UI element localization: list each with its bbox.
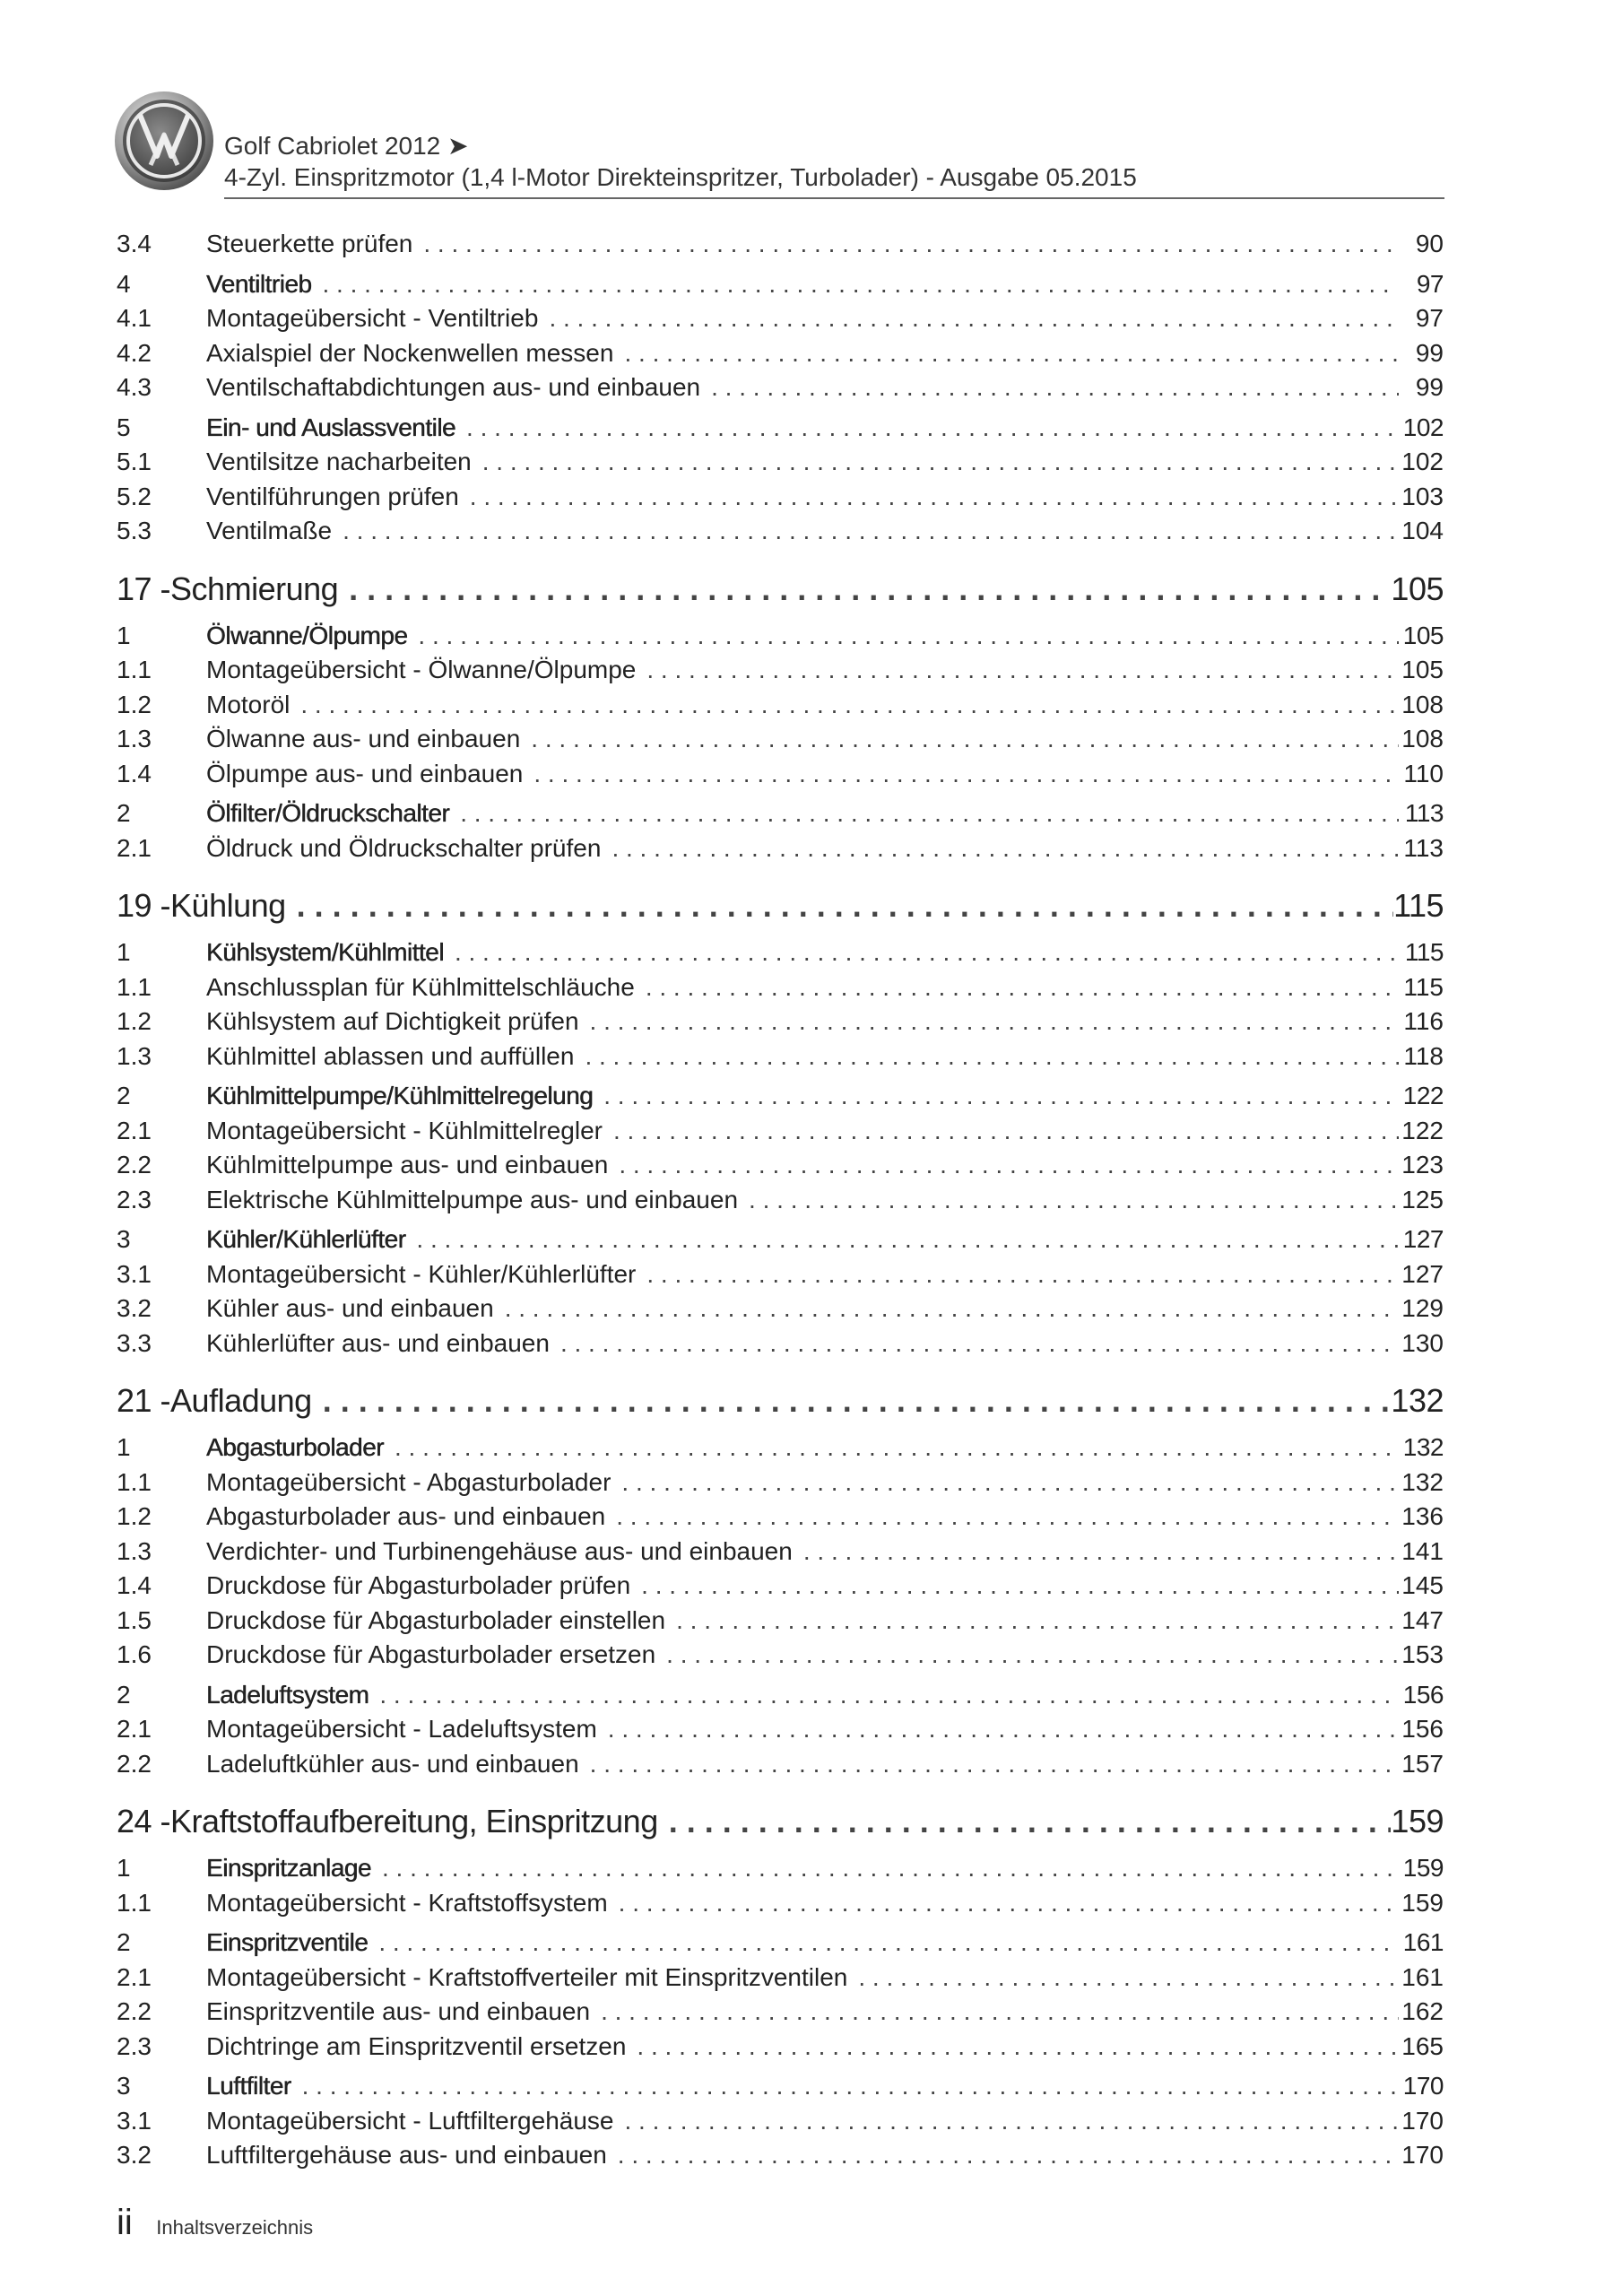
toc-entry-page: 105 (1401, 656, 1444, 683)
toc-entry-page: 170 (1401, 2106, 1444, 2135)
toc-entry-title: Abgasturbolader aus- und einbauen (206, 1502, 606, 1530)
toc-dot-leader (664, 1799, 1392, 1844)
toc-dot-leader (612, 2138, 1399, 2173)
toc-subsection-row[interactable] (117, 1257, 1444, 1292)
toc-entry-title: Einspritzanlage (206, 1854, 371, 1882)
toc-subsection-row[interactable] (117, 1604, 1444, 1639)
toc-entry-title: Montageübersicht - Abgasturbolader (206, 1467, 612, 1496)
toc-subsection-row[interactable] (117, 1183, 1444, 1218)
toc-entry-number: 1.6 (117, 1640, 152, 1668)
toc-entry-page: 156 (1402, 1680, 1444, 1709)
toc-dot-leader (337, 514, 1399, 549)
toc-entry-title: Druckdose für Abgasturbolader ersetzen (206, 1640, 656, 1668)
toc-entry-title: Ventilmaße (206, 517, 333, 544)
toc-dot-leader (611, 1500, 1399, 1535)
toc-dot-leader (389, 1431, 1399, 1465)
toc-entry-title: Ventilführungen prüfen (206, 482, 459, 510)
toc-subsection-row[interactable] (117, 2104, 1444, 2139)
toc-section-row[interactable] (117, 1222, 1444, 1257)
toc-entry-number: 1.2 (117, 1502, 152, 1530)
toc-entry-page: 116 (1403, 1007, 1444, 1035)
toc-dot-leader (585, 1004, 1399, 1039)
toc-entry-title: Axialspiel der Nockenwellen messen (206, 338, 614, 367)
toc-entry-number: 2.3 (117, 1185, 152, 1213)
toc-entry-number: 2.2 (117, 1151, 152, 1178)
toc-entry-page: 108 (1401, 690, 1444, 718)
toc-entry-title: Kühlsystem auf Dichtigkeit prüfen (206, 1007, 579, 1035)
toc-subsection-row[interactable] (117, 301, 1444, 336)
toc-dot-leader (598, 1079, 1399, 1114)
toc-entry-page: 170 (1401, 2141, 1444, 2169)
toc-entry-page: 115 (1393, 887, 1444, 924)
toc-chapter-row[interactable] (117, 1799, 1444, 1844)
toc-entry-title: Montageübersicht - Kraftstoffsystem (206, 1888, 608, 1917)
toc-entry-page: 99 (1415, 373, 1444, 401)
toc-entry-page: 110 (1403, 759, 1444, 787)
toc-entry-title: Steuerkette prüfen (206, 230, 413, 257)
toc-entry-title: Einspritzventile aus- und einbauen (206, 1997, 591, 2025)
toc-dot-leader (595, 1995, 1399, 2030)
toc-entry-title: Montageübersicht - Kühlmittelregler (206, 1116, 603, 1144)
toc-dot-leader (606, 831, 1399, 866)
toc-section-row[interactable] (117, 935, 1444, 970)
toc-entry-title: Abgasturbolader (206, 1433, 384, 1461)
toc-entry-number: 2.1 (117, 1715, 152, 1743)
toc-entry-title: Druckdose für Abgasturbolader einstellen (206, 1605, 666, 1634)
toc-section-row[interactable] (117, 1079, 1444, 1114)
toc-section-row[interactable] (117, 796, 1444, 831)
toc-dot-leader (525, 722, 1399, 757)
toc-entry-page: 118 (1403, 1041, 1444, 1070)
table-of-contents (117, 227, 1444, 2173)
toc-section-row[interactable] (117, 267, 1444, 302)
toc-entry-title: Kühler/Kühlerlüfter (206, 1225, 406, 1253)
toc-entry-page: 136 (1401, 1502, 1444, 1530)
toc-entry-number: 1.5 (117, 1605, 152, 1634)
header-divider (224, 197, 1444, 199)
toc-chapter-number: 21 - (117, 1382, 171, 1419)
toc-subsection-row[interactable] (117, 722, 1444, 757)
toc-entry-number: 1.1 (117, 972, 152, 1001)
toc-section-row[interactable] (117, 619, 1444, 654)
toc-subsection-row[interactable] (117, 1114, 1444, 1149)
toc-entry-number: 2 (117, 1680, 131, 1709)
toc-subsection-row[interactable] (117, 1886, 1444, 1921)
toc-entry-page: 90 (1415, 230, 1444, 257)
toc-entry-title: Schmierung (170, 570, 339, 607)
toc-entry-number: 3.2 (117, 2141, 152, 2169)
toc-entry-title: Kühlsystem/Kühlmittel (206, 938, 444, 966)
toc-subsection-row[interactable] (117, 653, 1444, 688)
toc-dot-leader (461, 411, 1399, 446)
toc-subsection-row[interactable] (117, 1292, 1444, 1326)
toc-entry-title: Montageübersicht - Luftfiltergehäuse (206, 2106, 614, 2135)
toc-dot-leader (555, 1326, 1399, 1361)
toc-dot-leader (613, 1886, 1399, 1921)
toc-entry-title: Ein- und Auslassventile (206, 413, 456, 441)
page-header (113, 90, 1444, 199)
toc-chapter-row[interactable] (117, 1378, 1444, 1423)
toc-entry-page: 127 (1401, 1259, 1444, 1288)
toc-entry-number: 1.1 (117, 1467, 152, 1496)
toc-entry-number: 1.3 (117, 725, 152, 752)
toc-subsection-row[interactable] (117, 1569, 1444, 1604)
toc-subsection-row[interactable] (117, 1500, 1444, 1535)
toc-entry-title: Anschlussplan für Kühlmittelschläuche (206, 972, 635, 1001)
toc-entry-title: Kraftstoffaufbereitung, Einspritzung (170, 1803, 658, 1839)
toc-entry-page: 104 (1401, 517, 1444, 544)
toc-dot-leader (631, 2030, 1399, 2065)
toc-dot-leader (343, 567, 1391, 612)
toc-chapter-number: 24 - (117, 1803, 171, 1839)
toc-dot-leader (317, 1378, 1392, 1423)
toc-entry-title: Aufladung (170, 1382, 312, 1419)
toc-entry-number: 5 (117, 413, 131, 441)
toc-entry-page: 127 (1402, 1225, 1444, 1253)
toc-section-row[interactable] (117, 411, 1444, 446)
toc-subsection-row[interactable] (117, 370, 1444, 405)
toc-entry-page: 113 (1404, 799, 1444, 827)
toc-entry-page: 115 (1404, 938, 1444, 966)
toc-entry-number: 2.1 (117, 1116, 152, 1144)
toc-entry-title: Ventilsitze nacharbeiten (206, 448, 472, 475)
toc-entry-title: Luftfilter (206, 2072, 291, 2100)
toc-entry-page: 132 (1401, 1467, 1444, 1496)
toc-subsection-row[interactable] (117, 1004, 1444, 1039)
toc-subsection-row[interactable] (117, 1961, 1444, 1996)
toc-subsection-row[interactable] (117, 2030, 1444, 2065)
toc-subsection-row[interactable] (117, 1465, 1444, 1500)
toc-dot-leader (743, 1183, 1399, 1218)
toc-entry-number: 1.4 (117, 1571, 152, 1599)
header-title-model: Golf Cabriolet 2012 ➤ (224, 132, 469, 160)
toc-dot-leader (641, 653, 1399, 688)
toc-entry-title: Verdichter- und Turbinengehäuse aus- und einbauen (206, 1536, 793, 1565)
toc-subsection-row[interactable] (117, 1039, 1444, 1074)
toc-dot-leader (661, 1638, 1399, 1673)
toc-dot-leader (528, 757, 1399, 792)
toc-subsection-row[interactable] (117, 480, 1444, 515)
toc-entry-title: Ventiltrieb (206, 269, 312, 298)
toc-dot-leader (619, 336, 1399, 371)
toc-entry-title: Kühlmittelpumpe/Kühlmittelregelung (206, 1082, 594, 1109)
toc-entry-title: Elektrische Kühlmittelpumpe aus- und einbauen (206, 1185, 739, 1213)
toc-entry-page: 153 (1401, 1640, 1444, 1668)
toc-chapter-row[interactable] (117, 883, 1444, 928)
toc-dot-leader (543, 301, 1399, 336)
toc-entry-page: 141 (1401, 1536, 1444, 1565)
toc-entry-page: 113 (1403, 833, 1444, 862)
toc-entry-title: Montageübersicht - Kraftstoffverteiler mit Einspritzventilen (206, 1962, 848, 1991)
toc-entry-title: Einspritzventile (206, 1928, 369, 1956)
toc-entry-number: 2.1 (117, 833, 152, 862)
toc-entry-number: 2 (117, 799, 131, 827)
toc-entry-title: Kühlerlüfter aus- und einbauen (206, 1328, 550, 1357)
toc-entry-number: 3 (117, 1225, 131, 1253)
toc-entry-number: 1 (117, 1854, 131, 1882)
toc-entry-page: 97 (1415, 304, 1444, 332)
toc-section-row[interactable] (117, 1431, 1444, 1465)
toc-dot-leader (477, 445, 1399, 480)
toc-entry-page: 105 (1402, 621, 1444, 649)
toc-entry-page: 145 (1401, 1571, 1444, 1599)
toc-subsection-row[interactable] (117, 970, 1444, 1005)
toc-entry-title: Montageübersicht - Ladeluftsystem (206, 1715, 597, 1743)
toc-dot-leader (411, 1222, 1399, 1257)
toc-subsection-row[interactable] (117, 336, 1444, 371)
toc-entry-page: 123 (1401, 1151, 1444, 1178)
toc-subsection-row[interactable] (117, 688, 1444, 723)
toc-entry-number: 1.2 (117, 690, 152, 718)
toc-subsection-row[interactable] (117, 445, 1444, 480)
toc-dot-leader (603, 1712, 1399, 1747)
toc-dot-leader (377, 1851, 1399, 1886)
toc-entry-title: Ölfilter/Öldruckschalter (206, 799, 450, 827)
toc-entry-page: 105 (1391, 570, 1444, 607)
toc-entry-title: Montageübersicht - Ventiltrieb (206, 304, 539, 332)
toc-entry-title: Kühler aus- und einbauen (206, 1294, 494, 1322)
toc-subsection-row[interactable] (117, 1747, 1444, 1782)
toc-entry-number: 3.1 (117, 1259, 152, 1288)
toc-dot-leader (295, 688, 1399, 723)
toc-section-row[interactable] (117, 2069, 1444, 2104)
toc-entry-page: 102 (1401, 448, 1444, 475)
toc-entry-number: 2.3 (117, 2031, 152, 2060)
toc-entry-number: 4.2 (117, 338, 152, 367)
footer-section-label: Inhaltsverzeichnis (156, 2216, 314, 2239)
toc-section-row[interactable] (117, 1678, 1444, 1713)
toc-subsection-row[interactable] (117, 2138, 1444, 2173)
toc-entry-title: Motoröl (206, 690, 291, 718)
toc-entry-page: 165 (1401, 2031, 1444, 2060)
toc-subsection-row[interactable] (117, 1995, 1444, 2030)
toc-entry-page: 170 (1402, 2072, 1444, 2100)
toc-entry-title: Montageübersicht - Kühler/Kühlerlüfter (206, 1259, 637, 1288)
toc-entry-number: 2.2 (117, 1749, 152, 1778)
toc-entry-page: 130 (1401, 1328, 1444, 1357)
toc-entry-title: Dichtringe am Einspritzventil ersetzen (206, 2031, 627, 2060)
toc-entry-page: 99 (1415, 338, 1444, 367)
toc-dot-leader (499, 1292, 1399, 1326)
toc-entry-title: Öldruck und Öldruckschalter prüfen (206, 833, 602, 862)
toc-dot-leader (620, 2104, 1400, 2139)
toc-entry-page: 97 (1416, 269, 1444, 298)
toc-entry-title: Montageübersicht - Ölwanne/Ölpumpe (206, 656, 637, 683)
toc-subsection-row[interactable] (117, 514, 1444, 549)
toc-dot-leader (636, 1569, 1399, 1604)
vw-logo-icon (113, 90, 215, 192)
toc-dot-leader (297, 2069, 1399, 2104)
toc-dot-leader (418, 227, 1399, 262)
toc-section-row[interactable] (117, 1926, 1444, 1961)
toc-chapter-row[interactable] (117, 567, 1444, 612)
toc-entry-title: Kühlmittel ablassen und auffüllen (206, 1041, 575, 1070)
toc-dot-leader (585, 1747, 1399, 1782)
toc-entry-page: 132 (1402, 1433, 1444, 1461)
toc-entry-title: Ölwanne/Ölpumpe (206, 621, 408, 649)
toc-entry-title: Ladeluftkühler aus- und einbauen (206, 1749, 579, 1778)
toc-entry-page: 103 (1401, 482, 1444, 510)
toc-subsection-row[interactable] (117, 757, 1444, 792)
toc-entry-title: Ladeluftsystem (206, 1680, 369, 1709)
toc-entry-number: 2.1 (117, 1962, 152, 1991)
toc-entry-page: 161 (1402, 1928, 1444, 1956)
toc-entry-number: 3 (117, 2072, 131, 2100)
toc-entry-page: 115 (1403, 972, 1444, 1001)
footer-page-number: ii (117, 2203, 133, 2242)
toc-dot-leader (412, 619, 1399, 654)
toc-entry-title: Ölwanne aus- und einbauen (206, 725, 521, 752)
toc-entry-title: Druckdose für Abgasturbolader prüfen (206, 1571, 631, 1599)
toc-entry-number: 3.4 (117, 230, 152, 257)
toc-entry-number: 1 (117, 938, 131, 966)
toc-entry-number: 4 (117, 269, 131, 298)
toc-dot-leader (640, 970, 1399, 1005)
toc-entry-number: 2 (117, 1082, 131, 1109)
toc-chapter-number: 17 - (117, 570, 171, 607)
toc-entry-number: 1.3 (117, 1536, 152, 1565)
toc-entry-number: 2 (117, 1928, 131, 1956)
toc-entry-number: 5.1 (117, 448, 152, 475)
header-title-engine: 4-Zyl. Einspritzmotor (1,4 l-Motor Direkteinspritzer, Turbolader) - Ausgabe 05.2015 (224, 163, 1137, 191)
toc-dot-leader (449, 935, 1399, 970)
toc-entry-number: 4.1 (117, 304, 152, 332)
toc-entry-number: 3.2 (117, 1294, 152, 1322)
toc-entry-number: 1.3 (117, 1041, 152, 1070)
toc-entry-page: 129 (1401, 1294, 1444, 1322)
toc-entry-number: 5.2 (117, 482, 152, 510)
toc-dot-leader (641, 1257, 1399, 1292)
toc-dot-leader (374, 1678, 1399, 1713)
toc-entry-title: Kühlmittelpumpe aus- und einbauen (206, 1151, 609, 1178)
toc-chapter-number: 19 - (117, 887, 171, 924)
toc-subsection-row[interactable] (117, 1148, 1444, 1183)
toc-entry-number: 1.2 (117, 1007, 152, 1035)
toc-entry-page: 132 (1391, 1382, 1444, 1419)
toc-subsection-row[interactable] (117, 831, 1444, 866)
toc-dot-leader (608, 1114, 1399, 1149)
toc-subsection-row[interactable] (117, 1638, 1444, 1673)
toc-dot-leader (291, 883, 1393, 928)
toc-dot-leader (798, 1535, 1399, 1570)
toc-entry-page: 108 (1401, 725, 1444, 752)
toc-entry-number: 1.1 (117, 1888, 152, 1917)
toc-section-row[interactable] (117, 1851, 1444, 1886)
toc-entry-number: 1 (117, 1433, 131, 1461)
toc-subsection-row[interactable] (117, 1326, 1444, 1361)
toc-dot-leader (373, 1926, 1399, 1961)
toc-entry-number: 4.3 (117, 373, 152, 401)
toc-entry-page: 159 (1401, 1888, 1444, 1917)
toc-entry-title: Ventilschaftabdichtungen aus- und einbauen (206, 373, 701, 401)
toc-entry-page: 102 (1402, 413, 1444, 441)
toc-subsection-row[interactable] (117, 1712, 1444, 1747)
toc-dot-leader (853, 1961, 1399, 1996)
toc-dot-leader (613, 1148, 1399, 1183)
page-footer (117, 2203, 313, 2243)
toc-entry-number: 1.1 (117, 656, 152, 683)
toc-dot-leader (455, 796, 1399, 831)
toc-entry-title: Luftfiltergehäuse aus- und einbauen (206, 2141, 607, 2169)
toc-entry-number: 3.1 (117, 2106, 152, 2135)
toc-dot-leader (579, 1039, 1399, 1074)
toc-dot-leader (464, 480, 1399, 515)
toc-entry-page: 147 (1401, 1605, 1444, 1634)
toc-entry-number: 3.3 (117, 1328, 152, 1357)
toc-entry-page: 161 (1401, 1962, 1444, 1991)
toc-entry-page: 156 (1401, 1715, 1444, 1743)
toc-dot-leader (317, 267, 1399, 302)
toc-dot-leader (706, 370, 1399, 405)
toc-entry-title: Ölpumpe aus- und einbauen (206, 759, 524, 787)
toc-entry-page: 125 (1401, 1185, 1444, 1213)
toc-entry-page: 159 (1391, 1803, 1444, 1839)
toc-entry-number: 1 (117, 621, 131, 649)
toc-entry-page: 122 (1401, 1116, 1444, 1144)
toc-entry-page: 162 (1401, 1997, 1444, 2025)
toc-entry-number: 1.4 (117, 759, 152, 787)
toc-entry-page: 157 (1401, 1749, 1444, 1778)
toc-entry-page: 159 (1402, 1854, 1444, 1882)
toc-entry-number: 2.2 (117, 1997, 152, 2025)
toc-dot-leader (616, 1465, 1399, 1500)
toc-dot-leader (671, 1604, 1399, 1639)
toc-entry-page: 122 (1402, 1082, 1444, 1109)
toc-subsection-row[interactable] (117, 1535, 1444, 1570)
toc-entry-number: 5.3 (117, 517, 152, 544)
toc-subsection-row[interactable] (117, 227, 1444, 262)
toc-entry-title: Kühlung (170, 887, 286, 924)
